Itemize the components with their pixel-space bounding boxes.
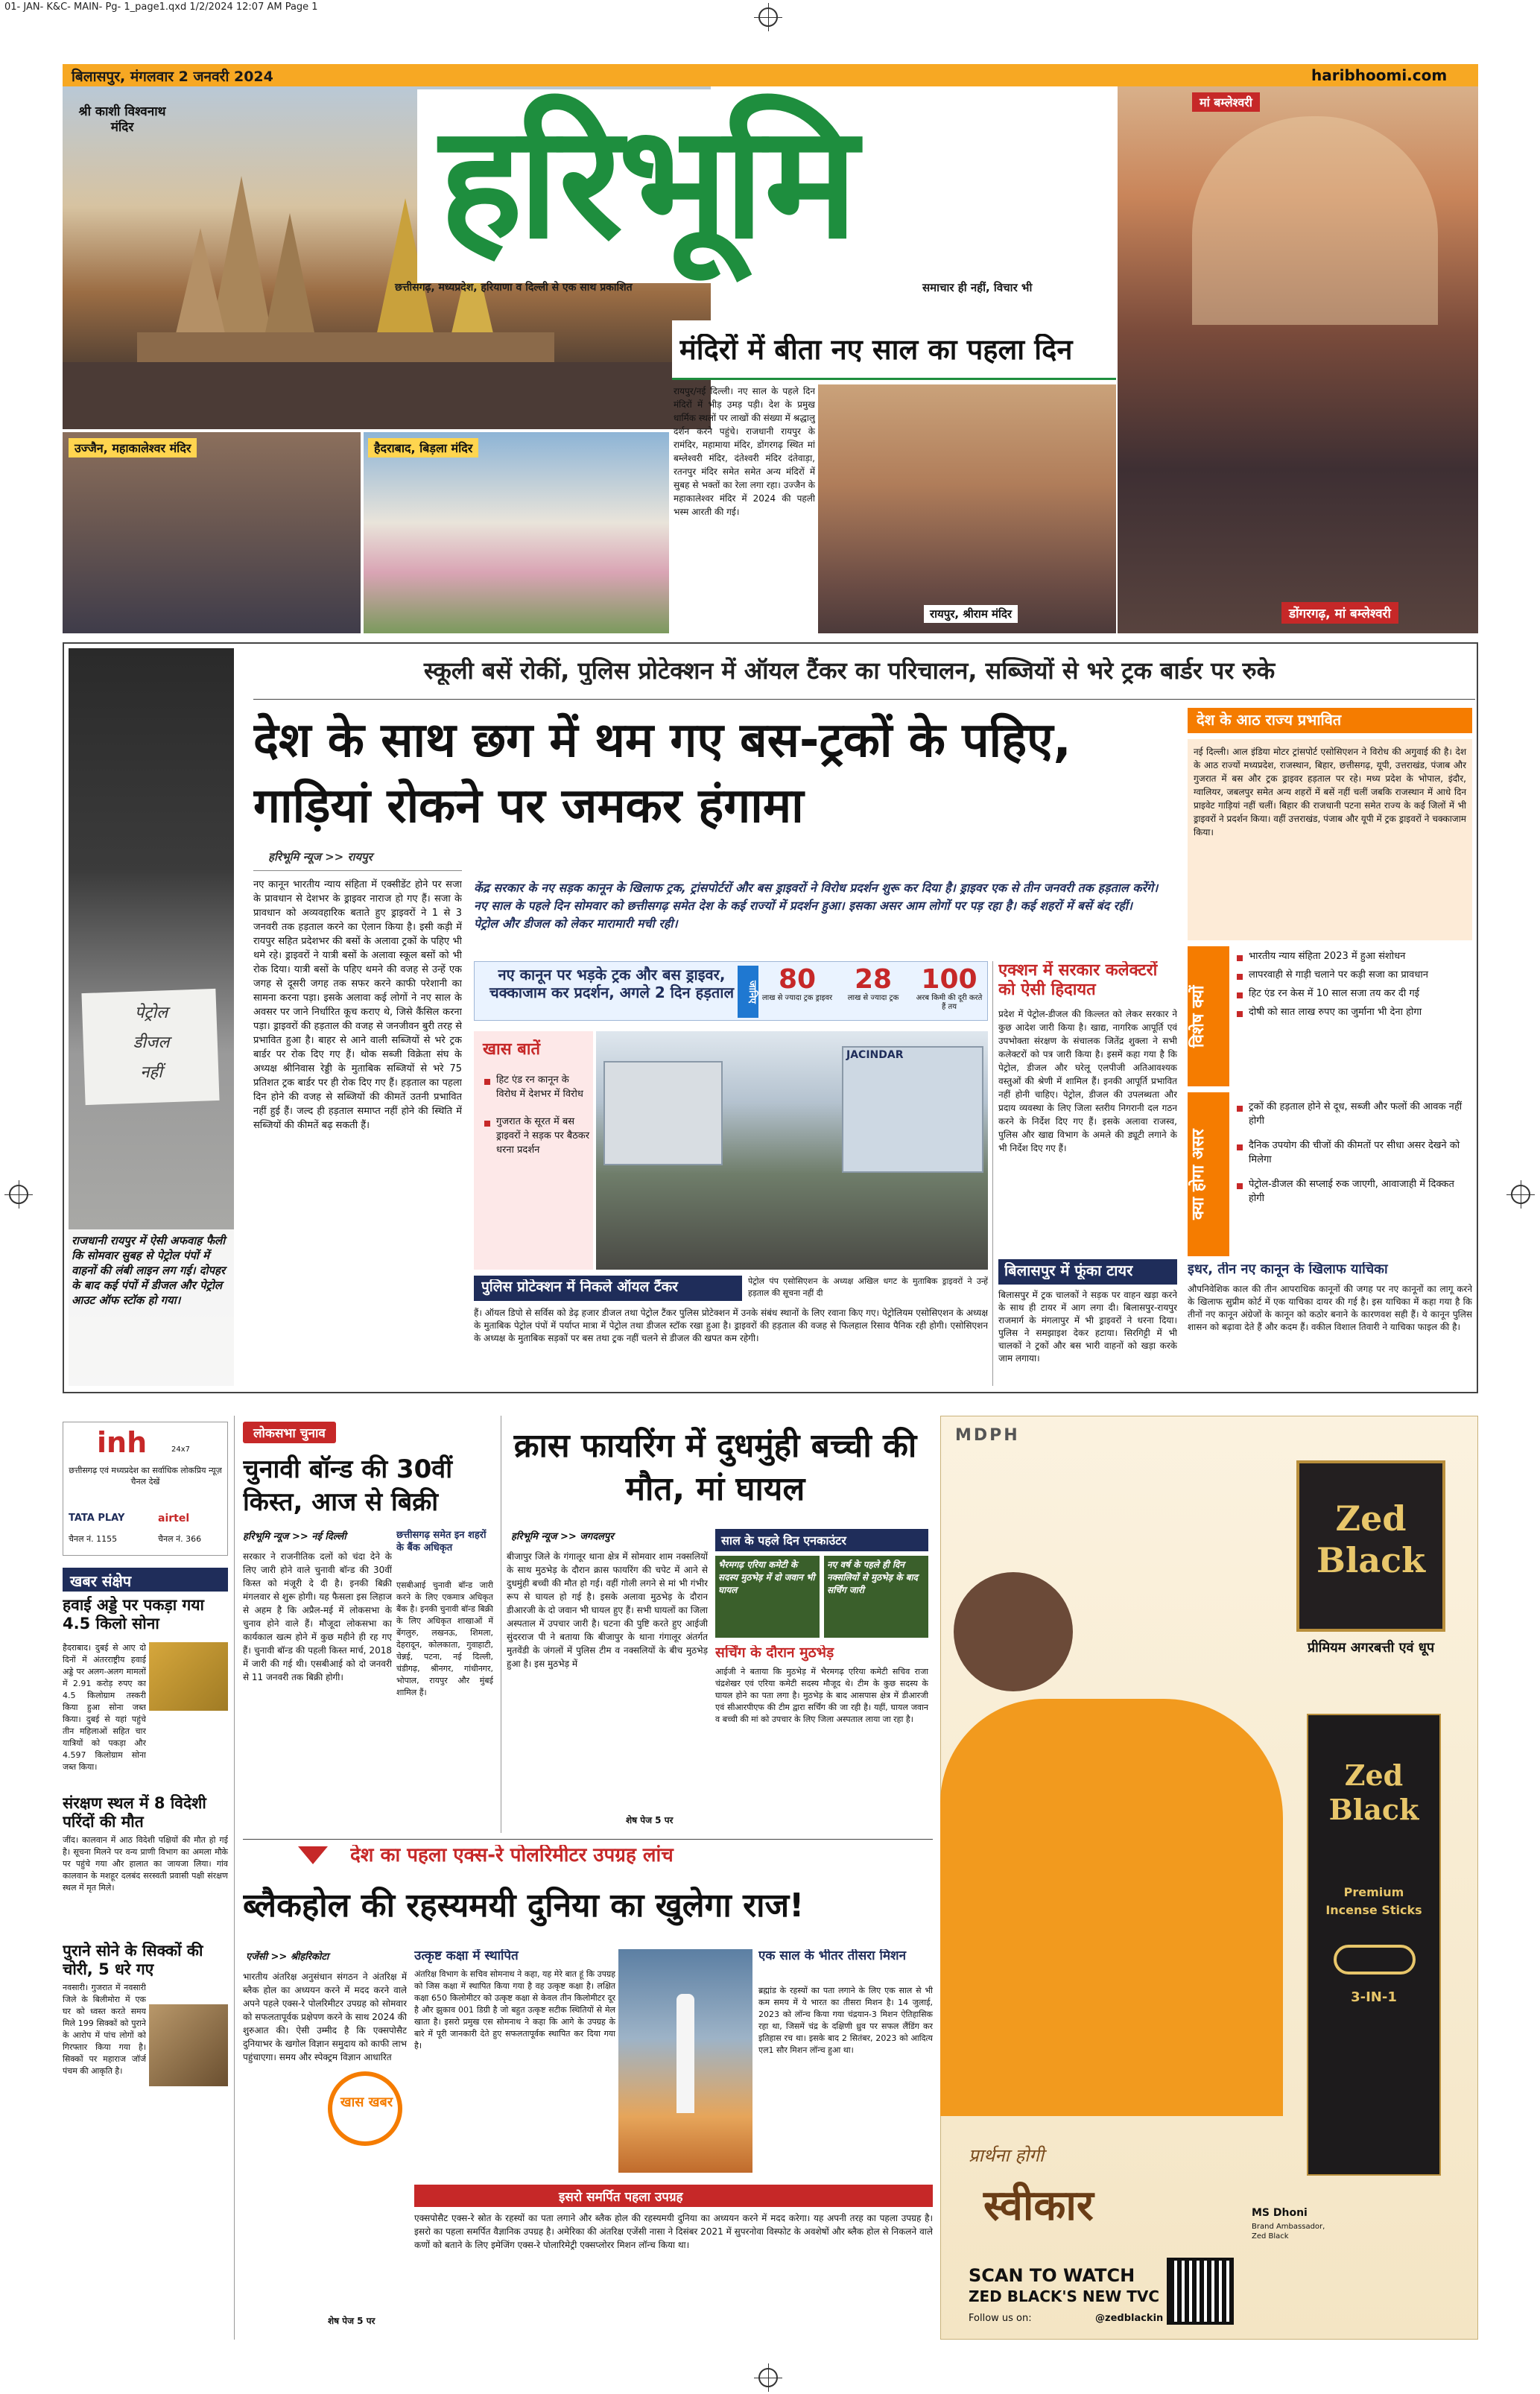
inh-sub: 24x7 [171,1445,191,1454]
lead-intro: केंद्र सरकार के नए सड़क कानून के खिलाफ ट्रक, ट्रांसपोर्टरों और बस ड्राइवरों ने विरोध प्रदर्शन शुरू कर दिया है। ड्राइवर एक से तीन जनवरी तक हड़ताल करेंगे। नए साल के पहले दिन सोमवार को छत्तीसगढ़ समेत देश के कई राज्यों में प्रदर्शन हुआ। इसका असर आम लोगों पर पड़ रहा है। कई शहरों में बसें बंद रहीं। पेट्रोल और डीजल को लेकर मारामारी मची रही। [474,881,1159,931]
registration-mark [758,7,778,27]
ambassador-role: Brand Ambassador, Zed Black [1252,2223,1325,2241]
registration-mark [1511,1185,1530,1204]
lead-headline: देश के साथ छग में थम गए बस-ट्रकों के पहिए, गाड़ियां रोकने पर जमकर हंगामा [253,713,1071,834]
encounter-left: भैरमगढ़ एरिया कमेटी के सदस्य मुठभेड़ में दो जवान भी घायल [715,1556,820,1638]
bus-sign: JACINDAR [846,1049,904,1061]
brief-headline: संरक्षण स्थल में 8 विदेशी परिंदों की मौत [63,1794,206,1831]
website-link[interactable]: haribhoomi.com [1311,66,1448,84]
bilaspur-body: बिलासपुर में ट्रक चालकों ने सड़क पर वाहन खड़ा करने के साथ ही टायर में आग लगा दी। बिलासपुर-रायपुर राजमार्ग के मंगलापुर में भी ड्राइवरों ने धरना दिया। पुलिस ने समझाइश देकर हटाया। सिरगिट्टी में भी चालकों ने ट्रकों और बस भारी वाहनों को खड़ा करके जाम लगाया। [998,1290,1177,1364]
isro-body: एक्सपोसैट एक्स-रे स्रोत के रहस्यों का पता लगाने और ब्लैक होल की रहस्यमयी दुनिया का अध्ययन करने में मदद करेगा। यह अपनी तरह का पहला उपग्रह है। इसरो का पहला समर्पित वैज्ञानिक उपग्रह है। अमेरिका की अंतरिक्ष एजेंसी नासा ने दिसंबर 2021 में सुपरनोवा विस्फोट के अवशेषों और ब्लैक होल से निकलने वाले कणों को बताने के लिए इमेजिंग एक्स-रे पोलारिमेट्री एक्सप्लोरर मिशन लॉन्च किया था। [414,2213,933,2250]
list-item: दैनिक उपयोग की चीजों की कीमतों पर सीधा असर देखने को मिलेगा [1235,1139,1472,1167]
sign-line: पेट्रोल [134,1004,168,1022]
bond-headline: चुनावी बॉन्ड की 30वीं किस्त, आज से बिक्री [243,1454,453,1517]
social-handle[interactable]: @zedblackin [1095,2313,1164,2324]
lead-col1: नए कानून भारतीय न्याय संहिता में एक्सीडेंट होने पर सजा के प्रावधान से देशभर के ड्राइवर नाराज हो गए हैं। सजा के प्रावधान को अव्यवहारिक बताते हुए ड्राइवरों ने 1 से 3 जनवरी तक हड़ताल करने का ऐलान किया है। इसी कड़ी में रायपुर सहित प्रदेशभर की बसों के अलावा ट्रकों के पहिए भी थमे रहे। ड्राइवरों ने यात्री बसों के अलावा स्कूल बसों को भी रोक दिया। यात्री बसों के पहिए थमने की वजह से उन्हें एक जगह से दूसरी जगह तक सफर करने काफी परेशानी का सामना करना पड़ा। इसके अलावा कई लोगों ने नए साल के अवसर पर जाने निर्धारित कूच कराए थे, जिसे कैंसिल करना पड़ा। ड्राइवरों की हड़ताल की वजह से जनजीवन बुरी तरह से प्रभावित हुआ है। बाहर से आने वाली सब्जियों से भरे ट्रक बार्डर पर रोक दिए गए हैं। थोक सब्जी विक्रेता संघ के अध्यक्ष श्रीनिवास रेड्डी के मुताबिक सब्जियों से भरे 75 प्रतिशत ट्रक बार्डर पर ही रोक दिए गए हैं। हड़ताल का पहला दिन होने की वजह से सब्जियों की कीमतें उतनी प्रभावित नहीं हुई हैं। जल्द ही हड़ताल समाप्त नहीं होने की स्थिति में सब्जियों की कीमतें बढ़ सकती हैं। [253,879,462,1131]
brief-body: जींद। कालवान में आठ विदेशी पक्षियों की मौत हो गई है। सूचना मिलने पर वन्य प्राणी विभाग का अमला मौके पर पहुंचे गया और हालात का जायजा लिया। गांव कालवान के मशहूर दलबंद सरस्वती प्रवासी पक्षी संरक्षण स्थल में मृत मिले। [63,1835,228,1893]
khas-baatein-list [483,1073,590,1157]
ambassador-name: MS Dhoni [1252,2207,1308,2219]
mission-body: ब्रह्मांड के रहस्यों का पता लगाने के लिए एक साल से भी कम समय में ये भारत का तीसरा मिशन है। 14 जुलाई, 2023 को लॉन्च किया गया चंद्रयान-3 मिशन ऐतिहासिक रहा था, जिसमें चंद्र के दक्षिणी ध्रुव पर सफल लैंडिंग कर इतिहास रच था। इसके बाद 2 सितंबर, 2023 को आदित्य एल1 सौर मिशन लॉन्च हुआ था। [758,1986,933,2055]
hyderabad-label: हैदराबाद, बिड़ला मंदिर [368,438,478,457]
dateline: बिलासपुर, मंगलवार 2 जनवरी 2024 [72,69,273,85]
vishesh-list [1235,949,1472,1019]
police-headline: पुलिस प्रोटेक्शन में निकले ऑयल टैंकर [481,1279,678,1295]
chevron-icon [298,1846,328,1864]
encounter-title: साल के पहले दिन एनकाउंटर [721,1533,846,1548]
temple-story-body: रायपुर/नई दिल्ली। नए साल के पहले दिन मंदिरों में भीड़ उमड़ पड़ी। देश के प्रमुख धार्मिक स्थलों पर लाखों की संख्या में श्रद्धालु दर्शन करने पहुंचे। राजधानी रायपुर के रामंदिर, महामाया मंदिर, डोंगरगढ़ स्थित मां बम्लेश्वरी मंदिर, दंतेश्वरी मंदिर दंतेवाड़ा, रतनपुर मंदिर समेत समेत अन्य मंदिरों में सुबह से भक्तों का रेला लगा रहा। उज्जैन के महाकालेश्वर मंदिर में 2024 की पहली भस्म आरती की गई। [674,386,815,517]
gold-photo [149,1642,228,1711]
firing-body: बीजापुर जिले के गंगालूर थाना क्षेत्र में सोमवार शाम नक्सलियों के साथ मुठभेड़ के दौरान क्रास फायरिंग की चपेट में आने से दुधमुंही बच्ची की मौत हो गई। वहीं गोली लगने से मां भी गंभीर रूप से घायल हो गई है। इसके अलावा मुठभेड़ के दौरान डीआरजी के दो जवान भी घायल हुए हैं। सभी घायलों का जिला अस्पताल में उपचार जारी है। घटना की पुष्टि करते हुए आईजी सुंदरराज पी ने बताया कि बीजापुर के थाना गंगालूर अंतर्गत मुतवेंडी के जंगलों में पुलिस टीम व नक्सलियों के बीच मुठभेड़ हुआ है। इस मुठभेड़ में [507,1551,708,1669]
ambassador-head [954,1572,1073,1691]
khas-khabar-text: खास खबर [340,2094,393,2110]
hyderabad-photo [364,432,669,633]
temple-headline: मंदिरों में बीता नए साल का पहला दिन [679,334,1073,366]
yachika-headline: इधर, तीन नए कानून के खिलाफ याचिका [1188,1262,1388,1277]
pack-line2: Incense Sticks [1325,1903,1422,1917]
zedblack-product: प्रीमियम अगरबत्ती एवं धूप [1307,1640,1435,1656]
registration-mark [758,2368,778,2387]
ujjain-label: उज्जैन, महाकालेश्वर मंदिर [69,438,197,457]
mission-title: एक साल के भीतर तीसरा मिशन [758,1949,907,1963]
list-item: दोषी को सात लाख रुपए का जुर्माना भी देना होगा [1235,1005,1472,1019]
vishesh-label: विशेष क्यों [1188,946,1229,1086]
brief-body: हैदराबाद। दुबई से आए दो दिनों में अंतरराष्ट्रीय हवाई अड्डे पर अलग-अलग मामलों में 2.91 करोड़ रुपए का 4.5 किलोग्राम तस्करी किया हुआ सोना जब्त किया। दुबई से यहां पहुंचे तीन महिलाओं सहित चार यात्रियों को पकड़ा और 4.597 किलोग्राम सोना जब्त किया। [63,1643,146,1772]
cta-line2: ZED BLACK'S NEW TVC [969,2287,1160,2305]
dongargarh-label: डोंगरगढ़, मां बम्लेश्वरी [1281,602,1398,624]
dongargarh-photo [1118,86,1478,633]
list-item: हिट एंड रन कानून के विरोध में देशभर में विरोध [483,1073,590,1101]
states-box-body: नई दिल्ली। आल इंडिया मोटर ट्रांसपोर्ट एसोसिएशन ने विरोध की अगुवाई की है। देश के आठ राज्यों मध्यप्रदेश, राजस्थान, बिहार, छत्तीसगढ़, यूपी, उत्तराखंड, पंजाब और गुजरात में बस और ट्रक ड्राइवर हड़ताल पर रहे। मध्य प्रदेश के भोपाल, इंदौर, ग्वालियर, जबलपुर समेत अन्य शहरों में बसें नहीं चलीं जबकि राजस्थान में आधे दिन प्राइवेट गाड़ियां नहीं चलीं। बिहार की राजधानी पटना समेत राज्य के कई जिलों में भी ड्राइवरों ने प्रदर्शन किया। वहीं उत्तराखंड, पंजाब और यूपी में ट्रक ड्राइवरों ने चक्काजाम किया। [1188,739,1472,940]
tataplay-logo: TATA PLAY [69,1513,125,1524]
action-headline: एक्शन में सरकार कलेक्टरों को ऐसी हिदायत [998,961,1158,999]
action-body: प्रदेश में पेट्रोल-डीजल की किल्लत को लेकर सरकार ने कुछ आदेश जारी किया है। खाद्य, नागरिक आपूर्ति एवं उपभोक्ता संरक्षण के संचालक जितेंद्र शुक्ला ने सभी कलेक्टरों को पत्र जारी किया है। इसमें कहा गया है कि पेट्रोल, डीजल और घरेलू एलपीजी अतिआवश्यक वस्तुओं की श्रेणी में शामिल हैं। इनकी आपूर्ति प्रभावित नहीं होनी चाहिए। पेट्रोल, डीजल की उपलब्धता और प्रदाय व्यवस्था के लिए जिला स्तरीय निगरानी दल गठन करने के निर्देश दिए गए हैं। इसके अलावा राजस्व, पुलिस और खाद्य विभाग के अमले की ड्यूटी लगाने के भी निर्देश दिए गए हैं। [998,1009,1177,1153]
sign-line: नहीं [140,1063,162,1082]
print-slug: 01- JAN- K&C- MAIN- Pg- 1_page1.qxd 1/2/2024 12:07 AM Page 1 [4,1,318,13]
slogan-small: प्रार्थना होगी [969,2145,1045,2166]
bond-side-title: छत्तीसगढ़ समेत इन शहरों के बैंक अधिकृत [396,1530,487,1554]
xposat-jump[interactable]: शेष पेज 5 पर [328,2316,376,2326]
bond-kicker: लोकसभा चुनाव [243,1422,336,1443]
petrol-sign [95,998,207,1088]
pack-brand: Zed Black [1328,1758,1419,1826]
firing-headline: क्रास फायरिंग में दुधमुंही बच्ची की मौत, मां घायल [513,1427,917,1508]
stat-label: लाख से ज्यादा ट्रक ड्राइवर [761,994,833,1002]
ad-agency: MDPH [955,1426,1020,1445]
petrol-photo-caption: राजधानी रायपुर में ऐसी अफवाह फैली कि सोमवार सुबह से पेट्रोल पंपों में वाहनों की लंबी लाइन लग गई। दोपहर के बाद कई पंपों में डीजल और पेट्रोल आउट ऑफ स्टॉक हो गया। [72,1234,226,1307]
asar-label: क्या होगा असर [1188,1092,1229,1256]
masthead-logo: हरिभूमि [440,91,854,273]
states-line: छत्तीसगढ़, मध्यप्रदेश, हरियाणा व दिल्ली से एक साथ प्रकाशित [395,282,633,294]
asar-list [1235,1100,1472,1206]
police-body: हैं। ऑयल डिपो से सर्विस को डेढ़ हजार डीजल तथा पेट्रोल टैंकर पुलिस प्रोटेक्शन में उनके संबंध स्थानों के लिए रवाना किए गए। पेट्रोलियम एसोसिएशन के अध्यक्ष के मुताबिक पेट्रोल पंपों में पर्याप्त मात्रा में पेट्रोल तथा डीजल स्टॉक रखा हुआ है। ड्राइवरों की हड़ताल की वजह से फिलहाल रिसाव पैनिक रही होगी। एसोसिएशन के अध्यक्ष के मुताबिक सड़कों पर बस तथा ट्रक नहीं चलने से डीजल की खपत कम रहेगी। [474,1308,988,1343]
raipur-photo [818,384,1116,633]
coins-photo [149,2004,228,2086]
inh-text: छत्तीसगढ़ एवं मध्यप्रदेश का सर्वाधिक लोकप्रिय न्यूज़ चैनल देखें [69,1466,222,1486]
bilaspur-headline: बिलासपुर में फूंका टायर [1004,1262,1133,1279]
follow-label: Follow us on: [969,2313,1032,2324]
list-item: हिट एंड रन केस में 10 साल सजा तय कर दी गई [1235,987,1472,1001]
brief-headline: हवाई अड्डे पर पकड़ा गया 4.5 किलो सोना [63,1596,204,1633]
yachika-body: औपनिवेशिक काल की तीन आपराधिक कानूनों की जगह पर नए कानूनों का लागू करने के खिलाफ सुप्रीम कोर्ट में एक याचिका दायर की गई है। इस याचिका में कहा गया है कि तीनों नए कानून अंग्रेजों के कानून को कठोर बनाने के कारणवश सही हैं। ये कानून पुलिस शासन को बढ़ावा देते हैं और कदम हैं। वकील विशाल तिवारी ने याचिका फाइल की है। [1188,1284,1472,1332]
stats-row [761,966,985,1018]
list-item: पेट्रोल-डीजल की सप्लाई रुक जाएगी, आवाजाही में दिक्कत होगी [1235,1177,1472,1206]
stat-value: 100 [921,964,977,995]
cta-line1: SCAN TO WATCH [969,2265,1135,2286]
zedblack-logo: Zed Black [1316,1498,1426,1580]
list-item: भारतीय न्याय संहिता 2023 में हुआ संशोधन [1235,949,1472,963]
stat-label: अरब किमी की दूरी करते हैं तय [916,994,983,1011]
ring-icon [1334,1945,1416,1975]
firing-byline: हरिभूमि न्यूज >> जगदलपुर [511,1531,614,1542]
xposat-col1: भारतीय अंतरिक्ष अनुसंधान संगठन ने अंतरिक्ष में ब्लैक होल का अध्ययन करने में मदद करने वाले अपने पहले एक्स-रे पोलरिमीटर उपग्रह को सोमवार को सफलतापूर्वक प्रक्षेपण करने के साथ 2024 की शुरुआत की। ऐसी उम्मीद है कि एक्सपोसैट दुनियाभर के खगोल विज्ञान समुदाय को काफी लाभ पहुंचाएगा। समय और स्पेक्ट्रम विज्ञान आधारित [243,1972,407,2062]
khas-baatein-title: खास बातें [483,1040,541,1059]
slogan: स्वीकार [983,2181,1094,2230]
brief-body: नवसारी। गुजरात में नवसारी जिले के बिलीमोरा में एक घर को ध्वस्त करते समय मिले 199 सिक्कों को पुराने के आरोप में पांच लोगों को गिरफ्तार किया गया है। सिक्कों पर महाराज जॉर्ज पंचम की आकृति है। [63,1983,146,2076]
orbit-body: अंतरिक्ष विभाग के सचिव सोमनाथ ने कहा, यह मेरे बात हूं कि उपग्रह को जिस कक्षा में स्थापित किया गया है वह उत्कृष्ट कक्षा है। लक्षित कक्षा 650 किलोमीटर को उत्कृष्ट कक्षा से केवल तीन किलोमीटर दूर है और झुकाव 001 डिग्री है जो बहुत उत्कृष्ट सटीक स्थितियों से मेल खाता है। इसरो प्रमुख एस सोमनाथ ने कहा कि आगे के उपग्रह के बारे में पूरी जानकारी देते हुए सफलतापूर्वक स्थापित कर दिया गया है। [414,1969,615,2051]
xposat-byline: एजेंसी >> श्रीहरिकोटा [246,1951,329,1963]
strip-title: नए कानून पर भड़के ट्रक और बस ड्राइवर, चक्काजाम कर प्रदर्शन, अगले 2 दिन हड़ताल [489,966,735,1001]
lead-kicker: स्कूली बसें रोकीं, पुलिस प्रोटेक्शन में ऑयल टैंकर का परिचालन, सब्जियों से भरे ट्रक बार्डर पर रुके [423,657,1276,685]
police-side: पेट्रोल पंप एसोसिएशन के अध्यक्ष अखिल धगट के मुताबिक ड्राइवरों ने उन्हें हड़ताल की सूचना नहीं दी [748,1276,988,1298]
list-item: ट्रकों की हड़ताल होने से दूध, सब्जी और फलों की आवक नहीं होगी [1235,1100,1472,1128]
encounter-right: नए वर्ष के पहले ही दिन नक्सलियों से मुठभेड़ के बाद सर्चिंग जारी [824,1556,928,1638]
registration-mark [9,1185,28,1204]
rocket-launch-photo [618,1949,752,2173]
states-box-title: देश के आठ राज्य प्रभावित [1197,712,1342,729]
dateline-bar [63,64,1478,86]
orbit-title: उत्कृष्ट कक्षा में स्थापित [414,1949,519,1963]
bond-byline: हरिभूमि न्यूज >> नई दिल्ली [243,1531,346,1542]
stat-value: 28 [854,964,893,995]
inh-logo: inh [97,1426,148,1459]
ujjain-photo [63,432,361,633]
gate-sign: मां बम्लेश्वरी [1192,92,1260,112]
bond-body: सरकार ने राजनीतिक दलों को चंदा देने के लिए जारी होने वाले चुनावी बॉन्ड की 30वीं किस्त को मंजूरी दे दी है। इनकी बिक्री मंगलवार से शुरू होगी। यह फैसला इस लिहाज से अहम है कि अप्रैल-मई में लोकसभा के चुनाव होने वाले हैं। मौजूदा लोकसभा का कार्यकाल खत्म होने में कुछ महीने ही रह गए हैं। चुनावी बॉन्ड की पहली किस्त मार्च, 2018 में जारी की गई थी। एसबीआई को दो जनवरी से 11 जनवरी तक बिक्री होगी। [243,1551,392,1682]
sign-line: डीजल [133,1033,170,1052]
kashi-label: श्री काशी विश्वनाथ मंदिर [78,104,166,136]
list-item: लापरवाही से गाड़ी चलाने पर कड़ी सजा का प्रावधान [1235,968,1472,982]
airtel-channel: चैनल नं. 366 [158,1534,202,1544]
khabar-sankshep-title: खबर संक्षेप [70,1572,132,1590]
stat-item [913,966,985,1018]
stat-value: 80 [778,964,817,995]
stat-label: लाख से ज्यादा ट्रक [847,994,899,1002]
brief-headline: पुराने सोने के सिक्कों की चोरी, 5 धरे गए [63,1942,203,1978]
protest-photo [596,1031,988,1270]
firing-jump[interactable]: शेष पेज 5 पर [626,1815,674,1825]
ambassador-figure [940,1699,1283,2116]
xposat-kicker: देश का पहला एक्स-रे पोलरिमीटर उपग्रह लांच [350,1845,674,1866]
stat-item [761,966,833,1018]
airtel-logo: airtel [158,1513,190,1524]
strip-label: जानिए [738,966,758,1018]
qr-code[interactable] [1167,2258,1234,2325]
stat-item [837,966,909,1018]
list-item: गुजरात के सूरत में बस ड्राइवरों ने सड़क पर बैठकर धरना प्रदर्शन [483,1115,590,1157]
tataplay-channel: चैनल नं. 1155 [69,1534,118,1544]
xposat-headline: ब्लैकहोल की रहस्यमयी दुनिया का खुलेगा राज! [243,1887,805,1925]
tagline: समाचार ही नहीं, विचार भी [922,281,1033,294]
firing-sub-body: आईजी ने बताया कि मुठभेड़ में भैरमगढ़ एरिया कमेटी सचिव राजा चंद्रशेखर एवं एरिया कमेटी सदस्य मौजूद थे। टीम के कुछ सदस्य के घायल होने का पता लगा है। मुठभेड़ के बाद आसपास क्षेत्र में डीआरजी एवं सीआरपीएफ की टीम द्वारा सर्चिंग की जा रही है। यहीं, घायल जवान व बच्ची की मां को उपचार के लिए जिला अस्पताल लाया जा रहा है। [715,1667,928,1724]
raipur-label: रायपुर, श्रीराम मंदिर [924,605,1018,623]
pack-line1: Premium [1343,1885,1404,1899]
bond-side-body: एसबीआई चुनावी बॉन्ड जारी करने के लिए एकमात्र अधिकृत बैंक है। इनकी चुनावी बॉन्ड बिक्री के लिए अधिकृत शाखाओं में बेंगलुरु, लखनऊ, शिमला, देहरादून, कोलकाता, गुवाहाटी, चेन्नई, पटना, नई दिल्ली, चंडीगढ़, श्रीनगर, गांधीनगर, भोपाल, रायपुर और मुंबई शामिल हैं। [396,1580,493,1697]
lead-byline: हरिभूमि न्यूज >> रायपुर [268,850,373,864]
firing-sub-headline: सर्चिंग के दौरान मुठभेड़ [715,1645,834,1661]
pack-line3: 3-IN-1 [1351,1989,1397,2005]
isro-title: इसरो समर्पित पहला उपग्रह [559,2190,683,2205]
